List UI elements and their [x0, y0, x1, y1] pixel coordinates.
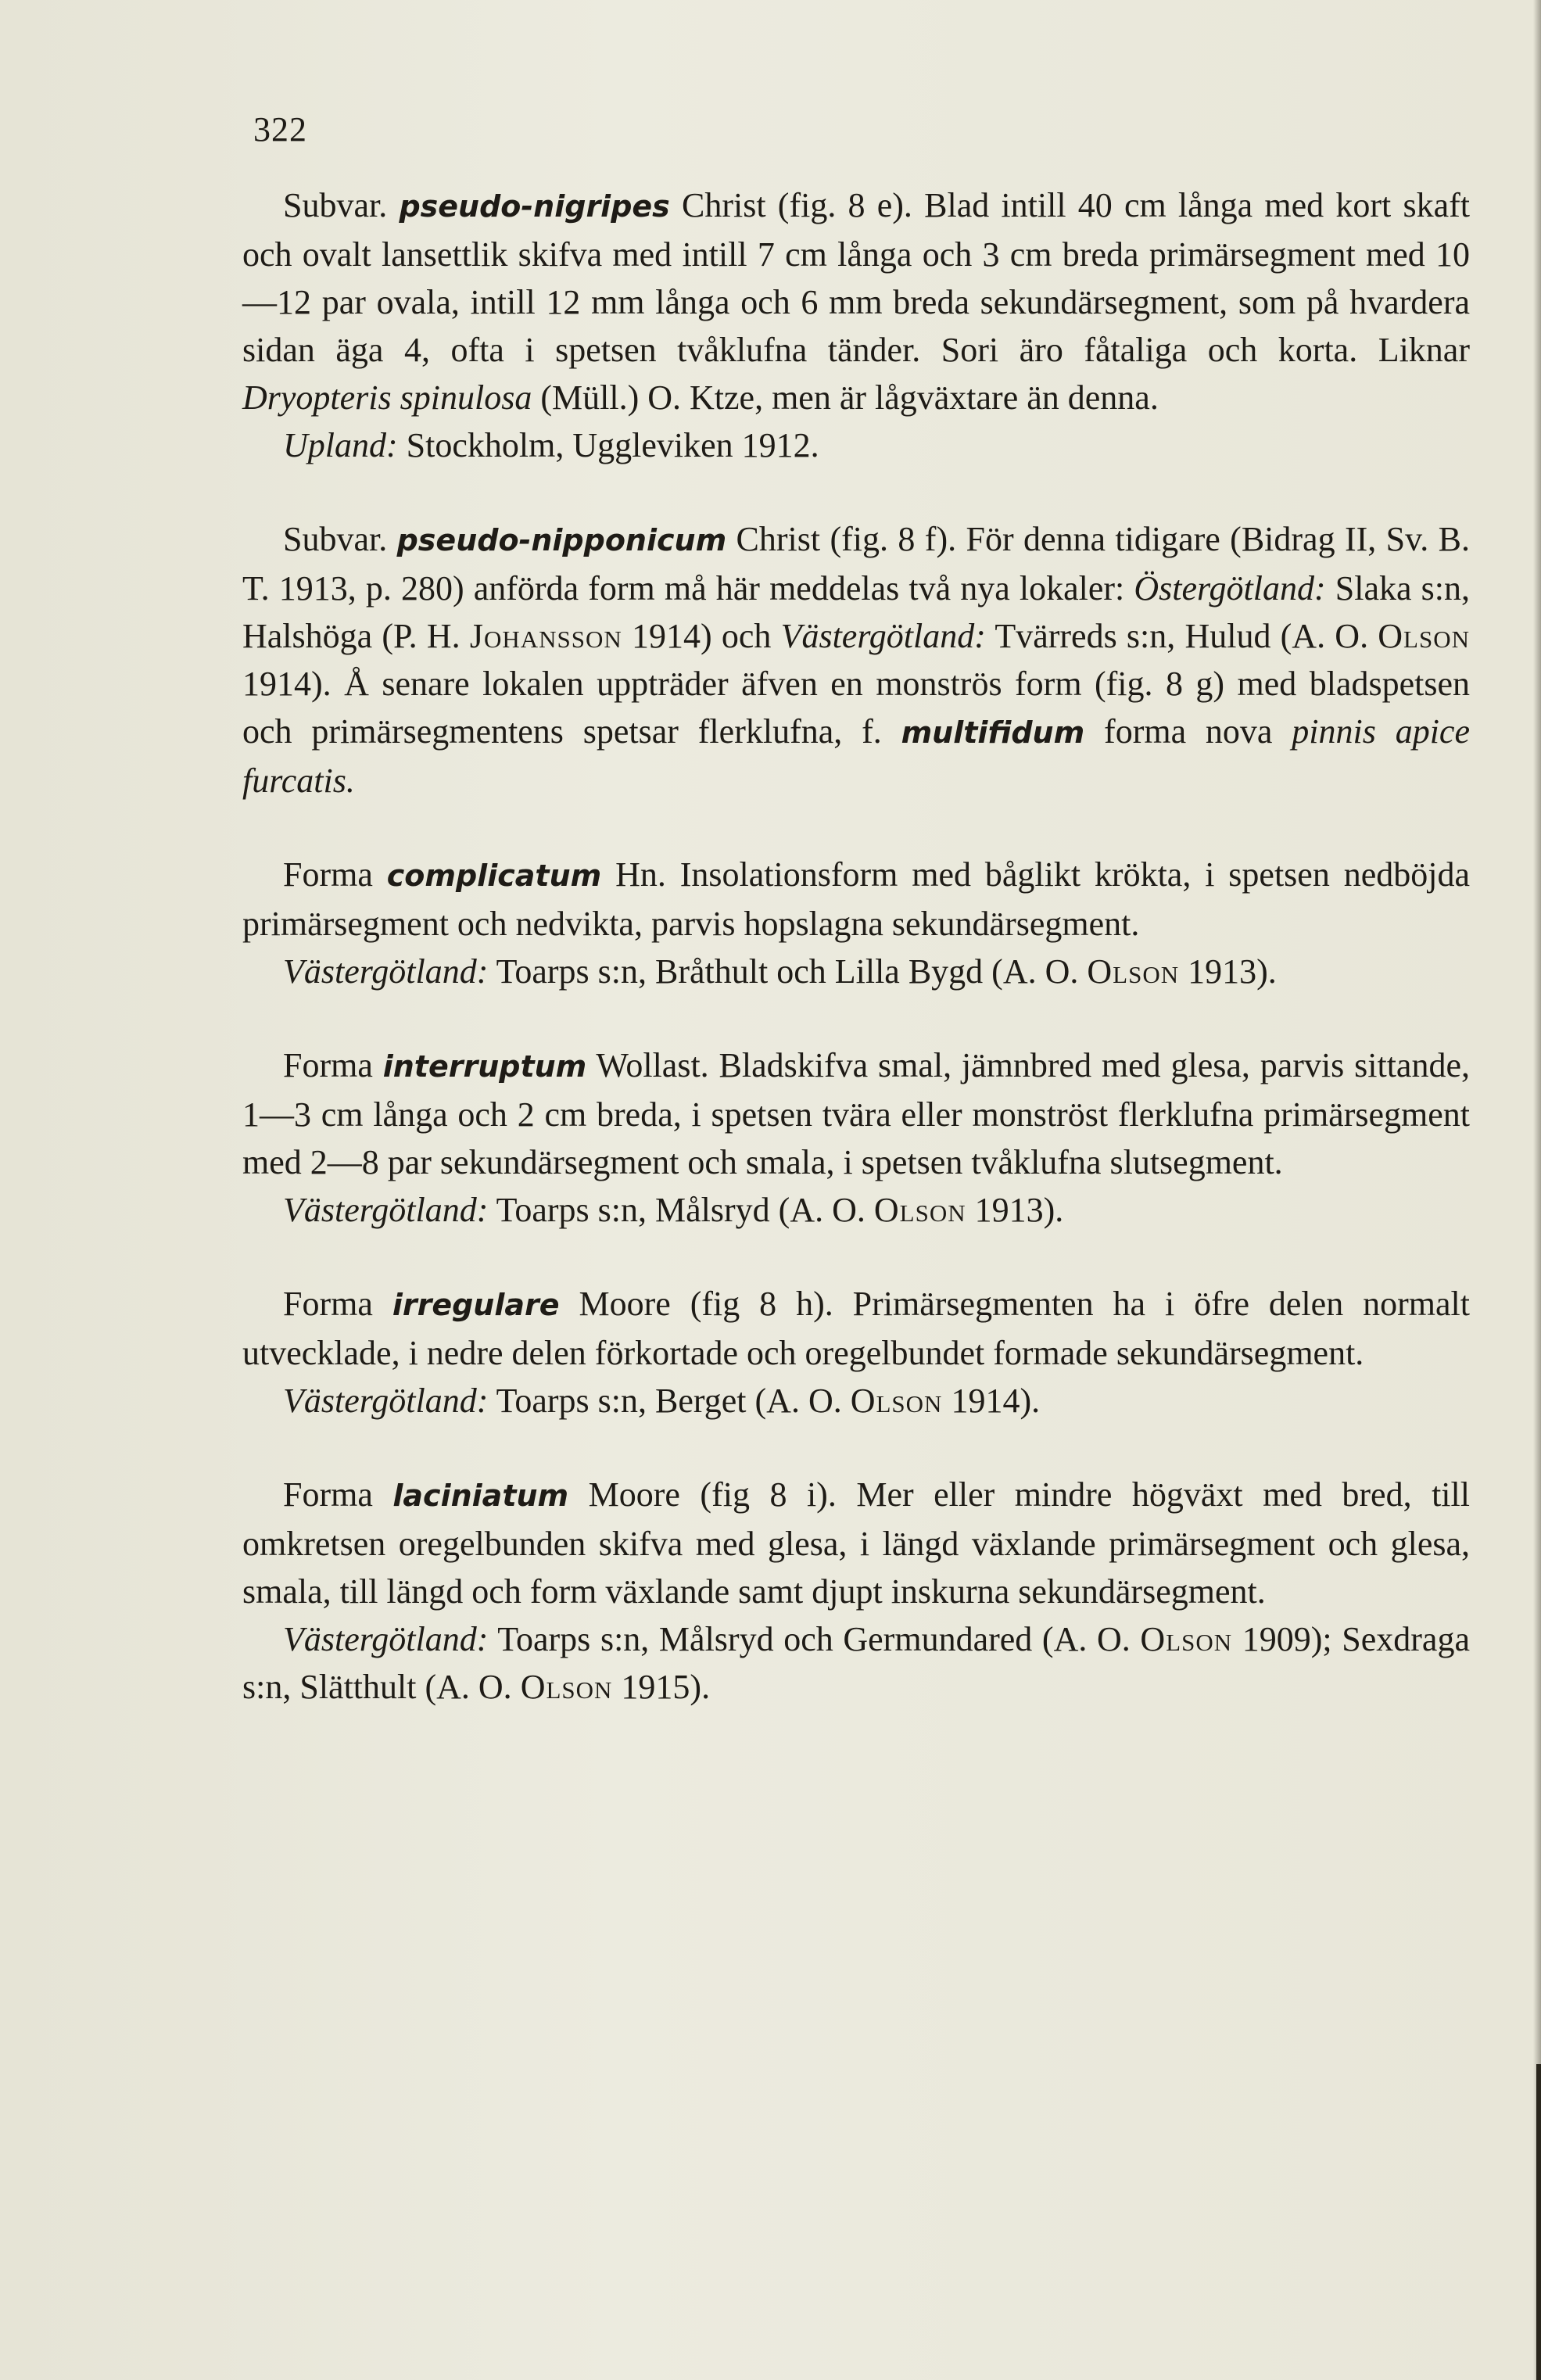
taxon-name: complicatum: [386, 858, 602, 893]
text-run: Subvar.: [283, 520, 397, 558]
author-name: Olson: [1140, 1620, 1233, 1658]
text-run: 1914) och: [622, 617, 781, 655]
text-run: Forma: [283, 1285, 392, 1323]
text-run: Forma: [283, 1475, 393, 1514]
paragraph: [242, 1471, 1470, 1615]
text-run: 1909); Sexdraga s:n, Slätthult (A. O.: [242, 1620, 1470, 1706]
text-run: Moore (fig 8 i). Mer eller mindre högväxt med bred, till omkretsen oregelbunden skifva med glesa, i längd växlande primärsegment och glesa, smala, till längd och form växlande samt djupt inskurna sekundärsegment.: [242, 1475, 1470, 1611]
text-run: 1915).: [612, 1668, 711, 1706]
text-run: Subvar.: [283, 186, 400, 224]
locality-line: [242, 948, 1470, 995]
text-run: Hn. Insolationsform med båglikt krökta, i spetsen nedböjda primärsegment och nedvikta, parvis hopslagna sekundärsegment.: [242, 855, 1470, 943]
text-run: 1913).: [1179, 952, 1277, 991]
text-run: Wollast. Bladskifva smal, jämnbred med glesa, parvis sittande, 1—3 cm långa och 2 cm breda, i spetsen tvära eller monströst flerklufna primärsegment med 2—8 par sekundärsegment och smala, i spetsen tvåklufna slutsegment.: [242, 1046, 1470, 1181]
paragraph-gap: [242, 1234, 1470, 1280]
paragraph-gap: [242, 805, 1470, 851]
text-run: Toarps s:n, Bråthult och Lilla Bygd (A. O.: [488, 952, 1088, 991]
text-run: Forma: [283, 1046, 383, 1084]
locality-line: [242, 1186, 1470, 1234]
locality-line: [242, 421, 1470, 469]
taxon-name: pseudo-nipponicum: [396, 523, 727, 557]
author-name: Olson: [1378, 617, 1471, 655]
locality-line: [242, 1377, 1470, 1425]
paragraph-gap: [242, 469, 1470, 515]
page-edge-shadow: [1533, 0, 1541, 2380]
italic-text: Dryopteris spinulosa: [242, 378, 532, 417]
text-run: Toarps s:n, Berget (A. O.: [488, 1382, 851, 1420]
italic-text: Västergötland:: [283, 1620, 489, 1658]
italic-text: Upland:: [283, 426, 398, 464]
author-name: Olson: [873, 1191, 966, 1229]
author-name: Olson: [520, 1668, 613, 1706]
paragraph-gap: [242, 1425, 1470, 1471]
paragraph: [242, 851, 1470, 948]
paragraph: [242, 1280, 1470, 1377]
text-run: Christ (fig. 8 e). Blad intill 40 cm långa med kort skaft och ovalt lansettlik skifva med intill 7 cm långa och 3 cm breda primärsegment med 10—12 par ovala, intill 12 mm långa och 6 mm breda sekundärsegment, som på hvardera sidan äga 4, ofta i spetsen tvåklufna tänder. Sori äro fåtaliga och korta. Liknar: [242, 186, 1470, 369]
taxon-name: pseudo-nigripes: [399, 189, 670, 224]
paragraph: [242, 515, 1470, 805]
taxon-name: interruptum: [382, 1049, 587, 1084]
taxon-name: irregulare: [392, 1288, 560, 1322]
text-run: Christ (fig. 8 f). För denna tidigare (Bidrag II, Sv. B. T. 1913, p. 280) anförda form må här meddelas två nya lokaler:: [242, 520, 1470, 608]
paragraph: [242, 1041, 1470, 1186]
page-edge-strip: [1536, 2064, 1541, 2380]
locality-line: [242, 1615, 1470, 1711]
taxon-name: multifidum: [901, 715, 1085, 750]
text-run: Slaka s:n, Halshöga (P. H.: [242, 569, 1471, 655]
text-run: Moore (fig 8 h). Primärsegmenten ha i öfre delen normalt utvecklade, i nedre delen förkortade och oregelbundet formade sekundärsegment.: [242, 1285, 1470, 1372]
author-name: Johansson: [469, 617, 622, 655]
text-run: 1914).: [942, 1382, 1041, 1420]
italic-text: Västergötland:: [780, 617, 986, 655]
text-run: Toarps s:n, Målsryd (A. O.: [488, 1191, 874, 1229]
body-text: [242, 181, 1470, 1711]
text-run: Forma: [283, 855, 387, 894]
author-name: Olson: [850, 1382, 943, 1420]
italic-text: Östergötland:: [1134, 569, 1326, 608]
author-name: Olson: [1087, 952, 1180, 991]
paragraph: [242, 181, 1470, 421]
taxon-name: laciniatum: [392, 1479, 569, 1513]
italic-text: Västergötland:: [283, 952, 489, 991]
text-run: 1913).: [966, 1191, 1064, 1229]
text-run: Tvärreds s:n, Hulud (A. O.: [985, 617, 1378, 655]
text-run: 1914). Å senare lokalen uppträder äfven en monströs form (fig. 8 g) med bladspetsen och primärsegmentens spetsar flerklufna, f.: [242, 665, 1470, 751]
text-run: Stockholm, Uggleviken 1912.: [397, 426, 819, 464]
italic-text: Västergötland:: [283, 1382, 489, 1420]
text-run: forma nova: [1084, 712, 1292, 751]
italic-text: Västergötland:: [283, 1191, 489, 1229]
paragraph-gap: [242, 995, 1470, 1041]
text-run: (Müll.) O. Ktze, men är lågväxtare än denna.: [532, 378, 1159, 417]
italic-text: pinnis apice furcatis.: [242, 712, 1470, 800]
text-run: Toarps s:n, Målsryd och Germundared (A. O.: [488, 1620, 1141, 1658]
page-number: 322: [253, 110, 307, 149]
